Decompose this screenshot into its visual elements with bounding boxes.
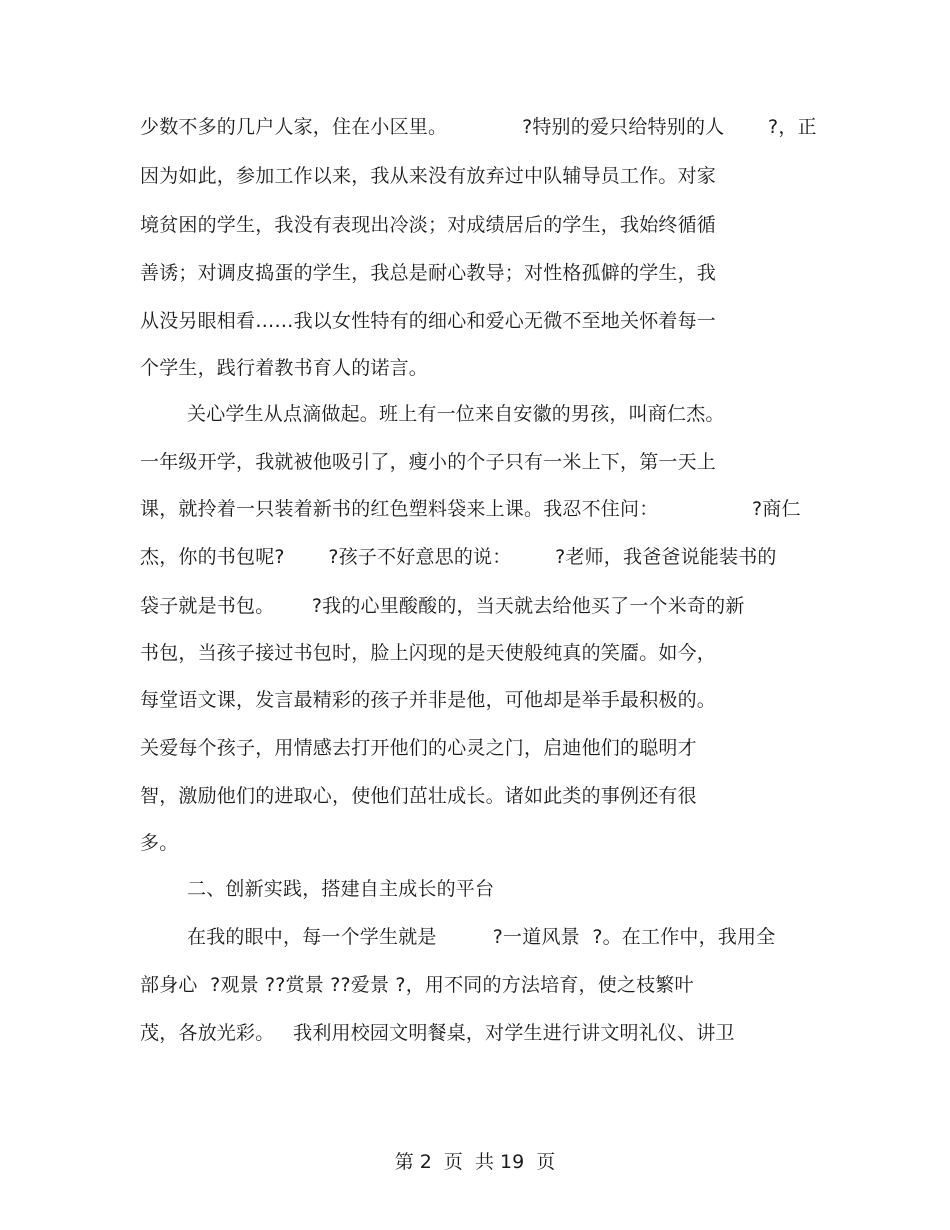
text-line: 智，激励他们的进取心，使他们茁壮成长。诸如此类的事例还有很 [140,785,697,807]
page-number-footer: 第 2 页 共 19 页 [394,1151,556,1173]
text-line: 少数不多的几户人家，住在小区里。 ?特别的爱只给特别的人 ?，正 [140,116,817,138]
text-line: 部身心 ?观景 ??赏景 ??爱景 ?，用不同的方法培育，使之枝繁叶 [140,974,694,996]
paragraph-first-line: 在我的眼中，每一个学生就是 ?一道风景 ?。在工作中，我用全 [187,926,776,948]
text-line: 袋子就是书包。 ?我的心里酸酸的，当天就去给他买了一个米奇的新 [140,595,745,617]
text-line: 因为如此，参加工作以来，我从来没有放弃过中队辅导员工作。对家 [140,165,717,187]
text-line: 境贫困的学生，我没有表现出冷淡；对成绩居后的学生，我始终循循 [140,214,717,236]
text-line: 书包，当孩子接过书包时，脸上闪现的是天使般纯真的笑靥。如今， [140,642,717,664]
text-line: 从没另眼相看……我以女性特有的细心和爱心无微不至地关怀着每一 [140,310,717,332]
text-line: 多。 [140,832,179,854]
text-line: 杰，你的书包呢? ?孩子不好意思的说： ?老师，我爸爸说能装书的 [140,546,777,568]
text-line: 课，就拎着一只装着新书的红色塑料袋来上课。我忍不住问： ?商仁 [140,498,801,520]
text-line: 每堂语文课，发言最精彩的孩子并非是他，可他却是举手最积极的。 [140,689,717,711]
section-heading: 二、创新实践，搭建自主成长的平台 [187,878,495,900]
text-line: 善诱；对调皮捣蛋的学生，我总是耐心教导；对性格孤僻的学生，我 [140,262,717,284]
text-line: 一年级开学，我就被他吸引了，瘦小的个子只有一米上下，第一天上 [140,451,717,473]
text-line: 个学生，践行着教书育人的诺言。 [140,357,429,379]
text-line: 茂，各放光彩。 我利用校园文明餐桌，对学生进行讲文明礼仪、讲卫 [140,1022,735,1044]
text-line: 关爱每个孩子，用情感去打开他们的心灵之门，启迪他们的聪明才 [140,737,697,759]
paragraph-first-line: 关心学生从点滴做起。班上有一位来自安徽的男孩，叫商仁杰。 [187,403,725,425]
